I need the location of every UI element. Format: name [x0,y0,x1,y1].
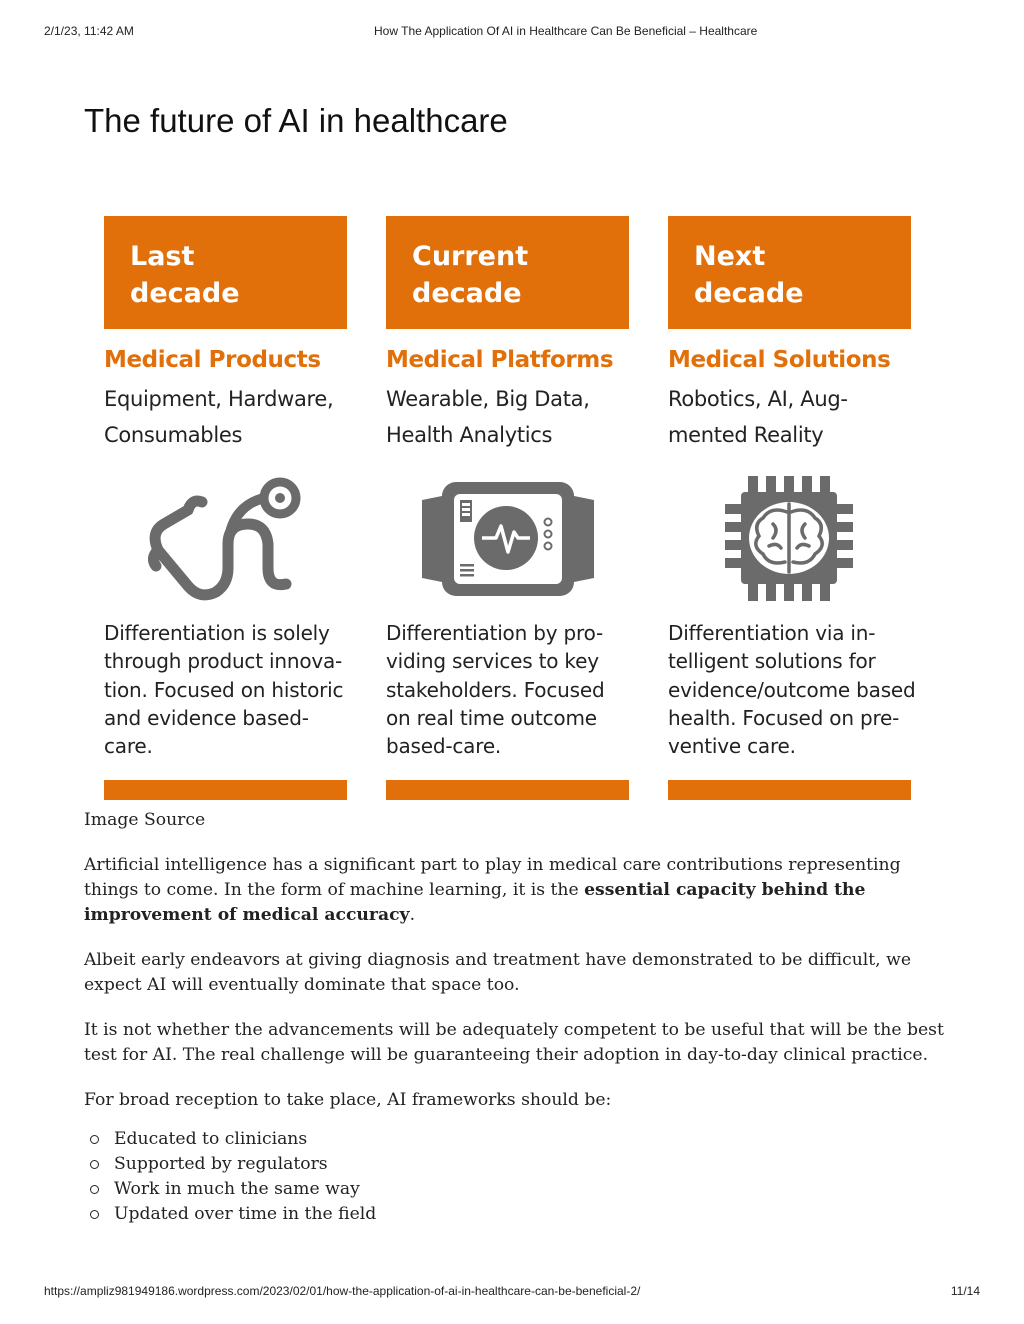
era-line1: Next [694,241,766,272]
stethoscope-icon [104,476,347,601]
era-header [668,216,911,329]
image-source-link[interactable]: Image Source [84,810,206,830]
category-examples [386,381,648,453]
accent-bar [104,780,347,800]
column-description [386,619,656,760]
print-date: 2/1/23, 11:42 AM [44,24,134,38]
desc-line: Differentiation via in- [668,621,876,645]
page-number: 11/14 [950,1284,980,1298]
article-body [84,808,944,1227]
brain-chip-icon [668,476,911,601]
page-title: The future of AI in healthcare [84,102,508,139]
infographic-column-last-decade [104,216,354,759]
desc-line: stakeholders. Focused [386,677,605,702]
category-examples [668,381,930,453]
wearable-monitor-icon [386,476,629,601]
examples-line1: Wearable, Big Data, [386,387,590,411]
column-description [104,619,374,760]
examples-line1: Equipment, Hardware, [104,387,334,411]
print-page-title: How The Application Of AI in Healthcare Can Be Beneficial – Healthcare [374,24,758,38]
category-title: Medical Platforms [386,347,614,373]
print-header [44,24,980,40]
examples-line2: mented Reality [668,423,824,447]
era-header [104,216,347,329]
infographic-column-next-decade [668,216,918,759]
category-title: Medical Solutions [668,347,891,373]
desc-line: Differentiation by pro- [386,621,604,645]
list-item: Educated to clinicians [84,1127,944,1152]
desc-line: ventive care. [668,734,796,759]
paragraph-bold-text: essential capacity behind the improvement of medical accuracy [84,880,866,925]
list-item: Work in much the same way [84,1177,944,1202]
column-description [668,619,938,760]
requirements-list [84,1127,944,1227]
paragraph: For broad reception to take place, AI frameworks should be: [84,1090,612,1110]
list-item: Updated over time in the field [84,1202,944,1227]
desc-line: viding services to key [386,649,599,674]
era-line2: decade [412,278,522,309]
desc-line: care. [104,734,153,759]
desc-line: health. Focused on pre- [668,705,900,730]
list-item: Supported by regulators [84,1152,944,1177]
desc-line: Differentiation is solely [104,621,330,645]
category-examples [104,381,366,453]
ai-healthcare-infographic [84,200,944,800]
examples-line2: Health Analytics [386,423,553,447]
accent-bar [386,780,629,800]
examples-line1: Robotics, AI, Aug- [668,387,848,411]
examples-line2: Consumables [104,423,243,447]
desc-line: based-care. [386,734,502,759]
era-line1: Last [130,241,195,272]
desc-line: tion. Focused on historic [104,677,344,702]
era-header [386,216,629,329]
paragraph: It is not whether the advancements will be adequately competent to be useful that will be the best test for AI. The real challenge will be guaranteeing their adoption in day-to-day clinical practice. [84,1020,944,1065]
era-line2: decade [130,278,240,309]
page-url: https://ampliz981949186.wordpress.com/2023/02/01/how-the-application-of-ai-in-healthcare-can-be-beneficial-2/ [44,1284,641,1298]
paragraph-text: Artificial intelligence has a significant part to play in medical care contributions representing things to come. In the form of machine learning, it is the [84,855,901,900]
desc-line: telligent solutions for [668,649,876,674]
desc-line: evidence/outcome based [668,677,916,702]
category-title: Medical Products [104,347,321,373]
print-footer [44,1284,980,1300]
infographic-column-current-decade [386,216,636,759]
era-line1: Current [412,241,529,272]
era-line2: decade [694,278,804,309]
paragraph [84,853,944,928]
desc-line: and evidence based- [104,705,309,730]
desc-line: on real time outcome [386,705,597,730]
desc-line: through product innova- [104,649,343,674]
paragraph-text: . [409,905,416,925]
paragraph: Albeit early endeavors at giving diagnosis and treatment have demonstrated to be difficult, we expect AI will eventually dominate that space too. [84,950,911,995]
accent-bar [668,780,911,800]
